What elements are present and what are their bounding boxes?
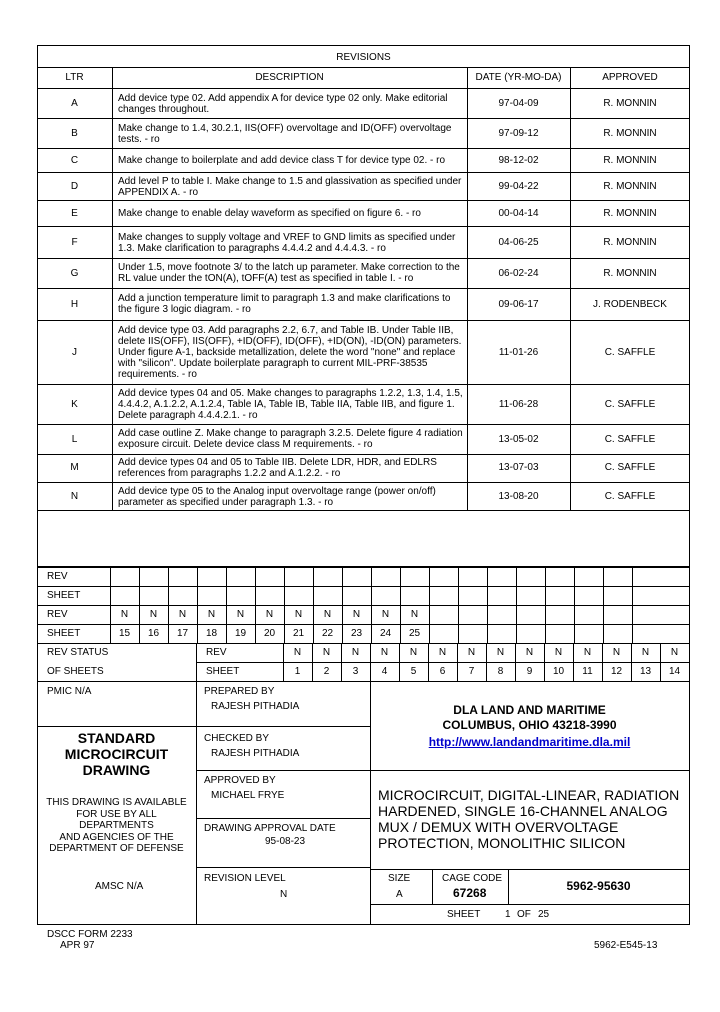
size-value: A [396, 889, 403, 900]
rev-ltr-d: D [70, 181, 79, 192]
rev-approved-a: R. MONNIN [603, 98, 657, 109]
rev-desc-m: Add device types 04 and 05 to Table IIB. Delete LDR, HDR, and EDLRS references from paragraphs 1.2.2 and A.1.2.2. - ro [118, 457, 437, 479]
status-sheet-cell: 7 [468, 666, 475, 677]
rev-ltr-l: L [71, 434, 78, 445]
status-sheet-cell: 10 [552, 666, 565, 677]
status-rev-cell: N [352, 609, 361, 620]
org-city: COLUMBUS, OHIO 43218-3990 [442, 718, 617, 732]
rev-date-k: 11-06-28 [498, 399, 539, 410]
rev-date-m: 13-07-03 [498, 462, 539, 473]
status-rev-cell: N [178, 609, 187, 620]
status-sheet-cell: 20 [263, 628, 276, 639]
availability-statement: THIS DRAWING IS AVAILABLE FOR USE BY ALL DEPARTMENTS AND AGENCIES OF THE DEPARTMENT OF DEFENSE [46, 797, 187, 854]
rev-approved-k: C. SAFFLE [604, 399, 656, 410]
rev-date-a: 97-04-09 [498, 98, 539, 109]
rev-ltr-c: C [70, 155, 79, 166]
sheet-number: 1 [505, 909, 511, 920]
rev-desc-k: Add device types 04 and 05. Make changes to paragraphs 1.2.2, 1.3, 1.4, 1.5, 4.4.4.2, A.1.2.2, A.1.2.4, Table IA, Table IB, Table IIA, Table IIB, and figure 1. Delete paragraph 4.4.4.2.1. - ro [118, 388, 463, 421]
status-sheet-label-2: SHEET [47, 628, 81, 639]
status-rev-cell: N [583, 647, 592, 658]
rev-desc-l: Add case outline Z. Make change to paragraph 3.2.5. Delete figure 4 radiation exposure circuit. Delete device class M requirements. - ro [118, 428, 463, 450]
form-number: DSCC FORM 2233 [47, 929, 133, 940]
form-date: APR 97 [60, 940, 95, 951]
rev-date-n: 13-08-20 [498, 491, 539, 502]
col-description-header: DESCRIPTION [255, 72, 324, 83]
rev-ltr-n: N [70, 491, 79, 502]
status-rev-cell: N [293, 647, 302, 658]
status-rev-label-1: REV [47, 571, 68, 582]
rev-ltr-b: B [71, 128, 78, 139]
col-approved-header: APPROVED [602, 72, 658, 83]
approval-date: 95-08-23 [265, 836, 306, 847]
status-sheet-cell: 17 [176, 628, 189, 639]
rev-desc-h: Add a junction temperature limit to paragraph 1.3 and make clarifications to the figure 3 logic diagram. - ro [118, 293, 451, 315]
org-url-link[interactable]: http://www.landandmaritime.dla.mil [428, 735, 631, 749]
approved-by-name: MICHAEL FRYE [211, 790, 285, 801]
status-sheet-label-3: SHEET [206, 666, 240, 677]
pmic-label: PMIC N/A [47, 686, 92, 697]
prepared-by-name: RAJESH PITHADIA [211, 701, 300, 712]
status-rev-cell: N [670, 647, 679, 658]
status-rev-cell: N [149, 609, 158, 620]
status-sheet-cell: 13 [639, 666, 652, 677]
col-date-header: DATE (YR-MO-DA) [475, 72, 562, 83]
document-title: MICROCIRCUIT, DIGITAL-LINEAR, RADIATION HARDENED, SINGLE 16-CHANNEL ANALOG MUX / DEMUX WITH OVERVOLTAGE PROTECTION, MONOLITHIC SILICON [378, 787, 680, 851]
rev-ltr-k: K [71, 399, 78, 410]
status-rev-cell: N [612, 647, 621, 658]
rev-ltr-j: J [72, 347, 77, 358]
status-rev-cell: N [554, 647, 563, 658]
rev-date-b: 97-09-12 [498, 128, 539, 139]
rev-approved-b: R. MONNIN [603, 128, 657, 139]
rev-desc-b: Make change to 1.4, 30.2.1, IIS(OFF) overvoltage and ID(OFF) overvoltage tests. - ro [118, 123, 452, 145]
standard-microcircuit-title: STANDARD MICROCIRCUIT DRAWING [64, 730, 169, 778]
rev-approved-g: R. MONNIN [603, 268, 657, 279]
rev-desc-c: Make change to boilerplate and add device class T for device type 02. - ro [118, 155, 446, 166]
sheet-total: 25 [538, 909, 550, 920]
rev-ltr-g: G [70, 268, 79, 279]
status-rev-cell: N [410, 609, 419, 620]
status-sheet-cell: 14 [668, 666, 681, 677]
status-rev-cell: N [438, 647, 447, 658]
rev-approved-l: C. SAFFLE [604, 434, 656, 445]
status-sheet-cell: 15 [118, 628, 131, 639]
revision-level-label: REVISION LEVEL [204, 873, 286, 884]
document-number: 5962-95630 [566, 879, 631, 893]
rev-desc-a: Add device type 02. Add appendix A for device type 02 only. Make editorial changes throughout. [118, 93, 448, 115]
status-rev-cell: N [207, 609, 216, 620]
status-rev-cell: N [467, 647, 476, 658]
status-rev-label-2: REV [47, 609, 68, 620]
revisions-header: REVISIONS [336, 52, 391, 63]
rev-approved-h: J. RODENBECK [593, 299, 667, 310]
status-rev-status-label: REV STATUS [47, 647, 109, 658]
status-sheet-cell: 21 [292, 628, 305, 639]
status-sheet-cell: 18 [205, 628, 218, 639]
status-rev-label-3: REV [206, 647, 227, 658]
status-sheet-cell: 6 [439, 666, 446, 677]
status-rev-cell: N [381, 609, 390, 620]
status-sheet-cell: 25 [408, 628, 421, 639]
rev-ltr-f: F [71, 237, 78, 248]
rev-desc-g: Under 1.5, move footnote 3/ to the latch up parameter. Make correction to the RL value under the tON(A), tOFF(A) test as specified in table I. - ro [118, 262, 460, 284]
checked-by-name: RAJESH PITHADIA [211, 748, 300, 759]
status-rev-cell: N [525, 647, 534, 658]
sheet-label: SHEET [447, 909, 481, 920]
rev-ltr-h: H [70, 299, 79, 310]
status-of-sheets-label: OF SHEETS [47, 666, 104, 677]
rev-approved-j: C. SAFFLE [604, 347, 656, 358]
status-rev-cell: N [323, 609, 332, 620]
status-rev-cell: N [351, 647, 360, 658]
rev-approved-n: C. SAFFLE [604, 491, 656, 502]
rev-date-g: 06-02-24 [498, 268, 539, 279]
rev-date-e: 00-04-14 [498, 208, 539, 219]
rev-date-l: 13-05-02 [498, 434, 539, 445]
rev-approved-d: R. MONNIN [603, 181, 657, 192]
status-sheet-cell: 16 [147, 628, 160, 639]
cage-code-label: CAGE CODE [442, 873, 503, 884]
status-rev-cell: N [294, 609, 303, 620]
status-rev-cell: N [380, 647, 389, 658]
status-sheet-cell: 1 [294, 666, 301, 677]
status-sheet-cell: 8 [497, 666, 504, 677]
rev-approved-m: C. SAFFLE [604, 462, 656, 473]
rev-date-d: 99-04-22 [498, 181, 539, 192]
rev-desc-e: Make change to enable delay waveform as specified on figure 6. - ro [118, 208, 421, 219]
rev-approved-c: R. MONNIN [603, 155, 657, 166]
status-rev-cell: N [409, 647, 418, 658]
cage-code-value: 67268 [453, 886, 487, 900]
status-sheet-cell: 23 [350, 628, 363, 639]
status-sheet-cell: 2 [323, 666, 330, 677]
status-rev-cell: N [322, 647, 331, 658]
rev-ltr-a: A [71, 98, 78, 109]
approval-date-label: DRAWING APPROVAL DATE [204, 823, 336, 834]
status-sheet-cell: 12 [610, 666, 623, 677]
rev-approved-f: R. MONNIN [603, 237, 657, 248]
status-rev-cell: N [120, 609, 129, 620]
status-rev-cell: N [496, 647, 505, 658]
status-sheet-cell: 11 [582, 666, 593, 677]
amsc-label: AMSC N/A [95, 881, 144, 892]
checked-by-label: CHECKED BY [204, 733, 270, 744]
of-label: OF [517, 909, 531, 920]
status-sheet-cell: 4 [381, 666, 388, 677]
rev-desc-n: Add device type 05 to the Analog input overvoltage range (power on/off) parameter as specified under paragraph 1.3. - ro [118, 486, 436, 508]
status-sheet-cell: 22 [321, 628, 334, 639]
col-ltr-header: LTR [65, 72, 84, 83]
revision-level: N [280, 889, 288, 900]
rev-ltr-e: E [71, 208, 78, 219]
status-sheet-cell: 3 [352, 666, 359, 677]
document-code: 5962-E545-13 [594, 940, 658, 951]
rev-desc-j: Add device type 03. Add paragraphs 2.2, 6.7, and Table IB. Under Table IIB, delete IIS(OFF), IIS(OFF), +ID(OFF), ID(OFF), +ID(ON), -ID(ON) parameters. Under figure A-1, backside metallization, delete the word "none" and replace with "silicon". Update boilerplate paragraph to current MIL-PRF-38535 requirements. - ro [118, 325, 462, 380]
prepared-by-label: PREPARED BY [204, 686, 275, 697]
rev-ltr-m: M [70, 462, 79, 473]
rev-date-c: 98-12-02 [498, 155, 539, 166]
status-rev-cell: N [641, 647, 650, 658]
size-label: SIZE [388, 873, 411, 884]
status-sheet-cell: 19 [234, 628, 247, 639]
status-sheet-cell: 5 [410, 666, 417, 677]
status-sheet-label-1: SHEET [47, 590, 81, 601]
rev-approved-e: R. MONNIN [603, 208, 657, 219]
rev-desc-d: Add level P to table I. Make change to 1.5 and glassivation as specified under APPENDIX A. - ro [118, 176, 462, 198]
rev-desc-f: Make changes to supply voltage and VREF to GND limits as specified under 1.3. Make clarification to paragraphs 4.4.4.2 and 4.4.4.3. - ro [118, 232, 456, 254]
org-name: DLA LAND AND MARITIME [453, 703, 606, 717]
rev-date-j: 11-01-26 [498, 347, 539, 358]
status-sheet-cell: 9 [526, 666, 533, 677]
rev-date-f: 04-06-25 [498, 237, 539, 248]
status-sheet-cell: 24 [379, 628, 392, 639]
status-rev-cell: N [236, 609, 245, 620]
approved-by-label: APPROVED BY [204, 775, 276, 786]
rev-date-h: 09-06-17 [498, 299, 539, 310]
status-rev-cell: N [265, 609, 274, 620]
